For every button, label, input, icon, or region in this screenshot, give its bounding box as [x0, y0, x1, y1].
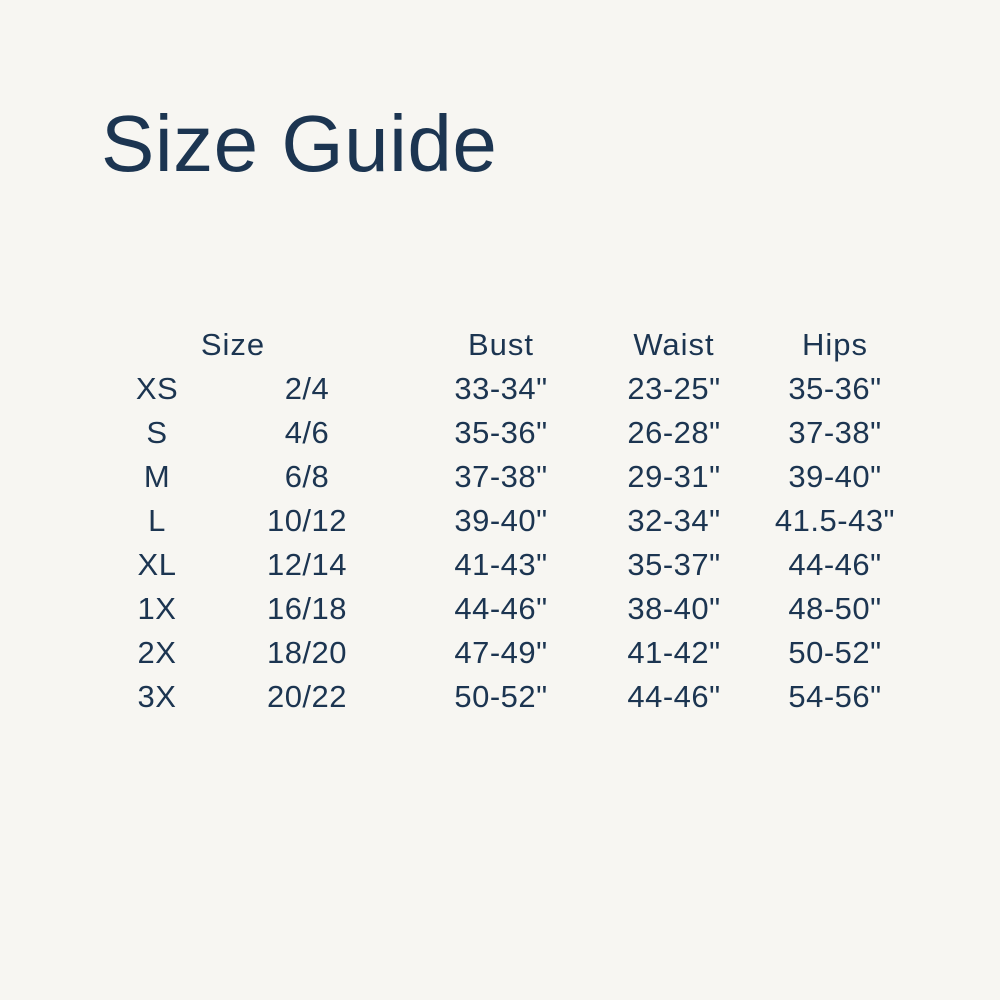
cell-size-label: L — [148, 503, 166, 538]
table-row — [90, 543, 934, 587]
column-header-hips: Hips — [801, 327, 868, 362]
cell-hips: 35-36" — [788, 371, 882, 406]
column-header-bust: Bust — [467, 327, 535, 362]
table-row — [90, 499, 934, 543]
cell-bust: 50-52" — [454, 679, 548, 714]
table-row — [90, 455, 934, 499]
table-row — [90, 631, 934, 675]
cell-bust: 39-40" — [454, 503, 548, 538]
cell-size-number: 16/18 — [266, 591, 348, 626]
cell-size-number: 10/12 — [266, 503, 348, 538]
size-table — [90, 323, 934, 719]
cell-size-label: 2X — [137, 635, 177, 670]
cell-hips: 39-40" — [788, 459, 882, 494]
cell-bust: 44-46" — [454, 591, 548, 626]
cell-size-number: 18/20 — [266, 635, 348, 670]
cell-size-label: S — [146, 415, 168, 450]
cell-size-label: 3X — [137, 679, 177, 714]
cell-bust: 41-43" — [454, 547, 548, 582]
cell-hips: 37-38" — [788, 415, 882, 450]
cell-hips: 44-46" — [788, 547, 882, 582]
cell-bust: 35-36" — [454, 415, 548, 450]
cell-waist: 38-40" — [627, 591, 721, 626]
cell-waist: 32-34" — [627, 503, 721, 538]
column-header-waist: Waist — [633, 327, 715, 362]
cell-hips: 54-56" — [788, 679, 882, 714]
cell-hips: 48-50" — [788, 591, 882, 626]
table-row — [90, 367, 934, 411]
cell-size-number: 12/14 — [266, 547, 348, 582]
cell-size-label: M — [143, 459, 171, 494]
cell-size-number: 4/6 — [284, 415, 330, 450]
cell-size-label: XS — [135, 371, 179, 406]
cell-hips: 41.5-43" — [774, 503, 896, 538]
cell-size-number: 2/4 — [284, 371, 330, 406]
cell-size-label: XL — [137, 547, 177, 582]
cell-size-number: 20/22 — [266, 679, 348, 714]
cell-waist: 35-37" — [627, 547, 721, 582]
table-row — [90, 675, 934, 719]
cell-size-label: 1X — [137, 591, 177, 626]
cell-size-number: 6/8 — [284, 459, 330, 494]
column-header-size: Size — [200, 327, 266, 362]
page-title: Size Guide — [101, 99, 498, 188]
cell-waist: 29-31" — [627, 459, 721, 494]
cell-bust: 33-34" — [454, 371, 548, 406]
cell-waist: 44-46" — [627, 679, 721, 714]
cell-hips: 50-52" — [788, 635, 882, 670]
cell-bust: 37-38" — [454, 459, 548, 494]
size-table-header — [90, 323, 934, 367]
header-row — [90, 323, 934, 367]
table-row — [90, 587, 934, 631]
table-row — [90, 411, 934, 455]
cell-waist: 41-42" — [627, 635, 721, 670]
cell-bust: 47-49" — [454, 635, 548, 670]
cell-waist: 26-28" — [627, 415, 721, 450]
size-table-body — [90, 367, 934, 719]
cell-waist: 23-25" — [627, 371, 721, 406]
